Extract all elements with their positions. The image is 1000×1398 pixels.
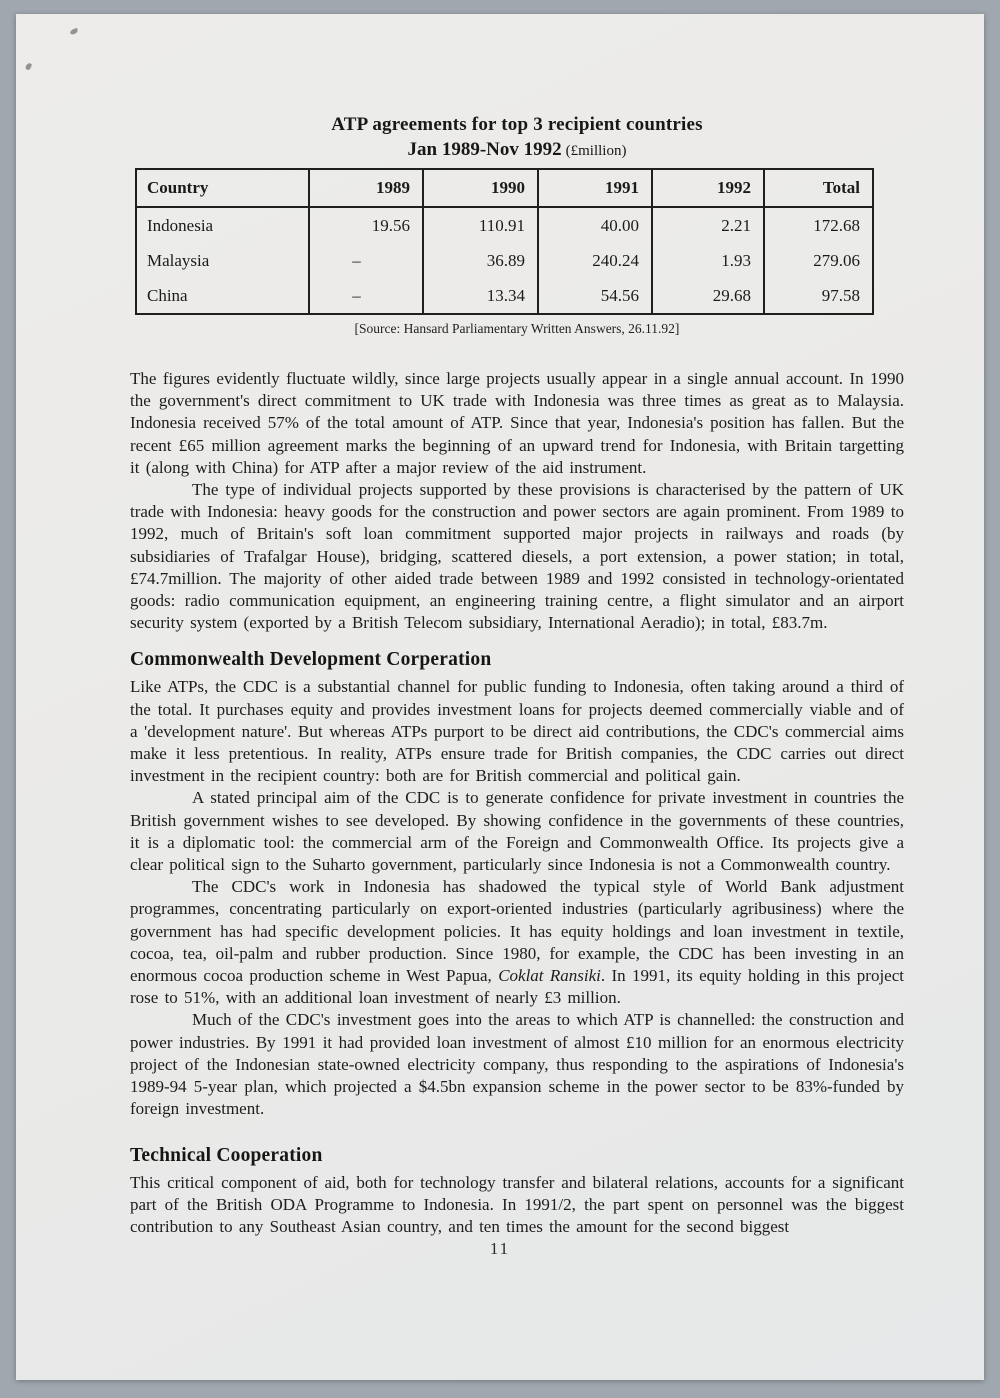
cell-country: Indonesia [147,215,214,235]
paragraph-cdc-3 [130,876,904,1009]
column-header-country: Country [136,169,309,207]
cell-value: 97.58 [764,278,873,314]
paragraph-tech-1: This critical component of aid, both for technology transfer and bilateral relations, accounts for a significant part of the British ODA Programme to Indonesia. In 1991/2, the part spent on personnel was the biggest contribution to any Southeast Asian country, and ten times the amount for the second biggest [130,1172,904,1236]
paragraph-cdc-2: A stated principal aim of the CDC is to generate confidence for private investment in countries the British government wishes to see developed. By showing confidence in the governments of these countries, it is a diplomatic tool: the commercial arm of the Foreign and Commonwealth Office. Its projects give a clear political sign to the Suharto government, particularly since Indonesia is not a Commonwealth country. [130,788,904,875]
table-row-malaysia [136,243,873,278]
cell-value: 36.89 [423,243,538,278]
cell-value: 13.34 [423,278,538,314]
cell-value: 279.06 [764,243,873,278]
table-header-row [136,169,873,207]
cell-value: 110.91 [423,207,538,243]
cell-value: 54.56 [538,278,652,314]
column-header-1989: 1989 [309,169,423,207]
page-content [130,14,904,1238]
paragraph-cdc-3-text: . In 1991, its equity holding in this project rose to 51%, with an additional loan investment of nearly £3 million. [130,966,904,1008]
atp-agreements-table [135,168,874,315]
table-subtitle [130,138,904,163]
cell-value: 172.68 [764,207,873,243]
italic-coklat-ransiki: Coklat Ransiki [498,966,601,986]
cell-value: 2.21 [652,207,764,243]
table-subtitle-unit: (£million) [565,143,627,159]
source-note: [Source: Hansard Parliamentary Written Answers, 26.11.92] [354,321,680,336]
cell-value: 40.00 [538,207,652,243]
cell-value: – [309,243,423,278]
cell-country: Malaysia [147,250,210,270]
scan-artifact-mark [25,62,32,70]
column-header-1990: 1990 [423,169,538,207]
column-header-1991: 1991 [538,169,652,207]
paragraph-intro-2: The type of individual projects supported by these provisions is characterised by the pattern of UK trade with Indonesia: heavy goods for the construction and power sectors are again prominent. From 1989 to 1992, much of Britain's soft loan commitment supported major projects in railways and roads (by subsidiaries of Trafalgar House), bridging, scattered diesels, a port extension, a power station; in total, £74.7million. The majority of other aided trade between 1989 and 1992 consisted in technology-orientated goods: radio communication equipment, an engineering training centre, a flight simulator and an airport security system (exported by a British Telecom subsidiary, International Aeradio); in total, £83.7m. [130,480,904,633]
paragraph-cdc-1: Like ATPs, the CDC is a substantial channel for public funding to Indonesia, often taking around a third of the total. It purchases equity and provides investment loans for projects deemed commercially viable and of a 'development nature'. But whereas ATPs purport to be direct aid contributions, the CDC's commercial aims make it less pretentious. In reality, ATPs ensure trade for British companies, the CDC carries out direct investment in the recipient country: both are for British commercial and political gain. [130,677,904,786]
paragraph-cdc-4: Much of the CDC's investment goes into the areas to which ATP is channelled: the construction and power industries. By 1991 it had provided loan investment of almost £10 million for an enormous electricity project of the Indonesian state-owned electricity company, thus responding to the aspirations of Indonesia's 1989-94 5-year plan, which projected a $4.5bn expansion scheme in the power sector to be 83%-funded by foreign investment. [130,1010,904,1119]
table-row-indonesia [136,207,873,243]
cell-value: 1.93 [652,243,764,278]
document-page [16,14,984,1380]
table-row-china [136,278,873,314]
cell-value: 29.68 [652,278,764,314]
column-header-1992: 1992 [652,169,764,207]
page-number: 11 [489,1239,511,1258]
section-heading-cdc: Commonwealth Development Corperation [130,649,492,671]
scan-artifact-speck [69,28,78,35]
table-title: ATP agreements for top 3 recipient countries [331,114,703,135]
column-header-total: Total [764,169,873,207]
cell-value: 19.56 [309,207,423,243]
paragraph-cdc-3-text: The CDC's work in Indonesia has shadowed the typical style of World Bank adjustment programmes, concentrating particularly on export-oriented industries (particularly agribusiness) where the government has had specific development policies. It has equity holdings and loan investment in textile, cocoa, tea, oil-palm and rubber production. Since 1980, for example, the CDC has been investing in an enormous cocoa production scheme in West Papua, [130,877,904,986]
section-heading-technical-cooperation: Technical Cooperation [130,1144,323,1166]
cell-value: 240.24 [538,243,652,278]
table-subtitle-range: Jan 1989-Nov 1992 [407,139,562,160]
cell-value: – [309,278,423,314]
cell-country: China [147,285,188,305]
paragraph-intro-1: The figures evidently fluctuate wildly, since large projects usually appear in a single annual account. In 1990 the government's direct commitment to UK trade with Indonesia was three times as great as to Malaysia. Indonesia received 57% of the total amount of ATP. Since that year, Indonesia's position has fallen. But the recent £65 million agreement marks the beginning of an upward trend for Indonesia, with Britain targetting it (along with China) for ATP after a major review of the aid instrument. [130,369,904,477]
